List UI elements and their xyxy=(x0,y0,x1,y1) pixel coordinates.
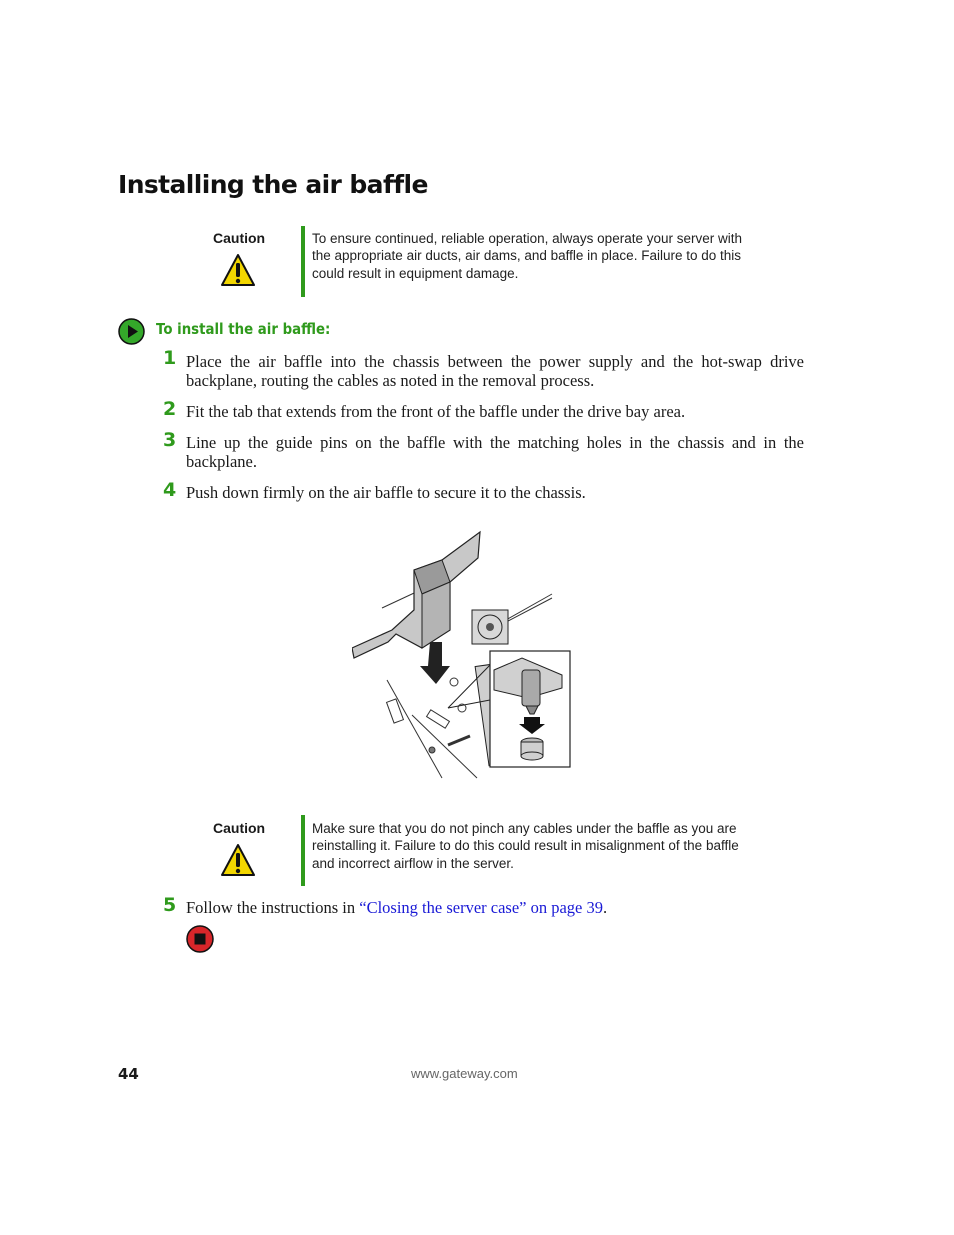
warning-triangle-icon xyxy=(220,253,256,287)
step-text: Push down firmly on the air baffle to secure it to the chassis. xyxy=(186,483,586,502)
step-text: Place the air baffle into the chassis between the power supply and the hot-swap drive backplane, routing the cables as noted in the removal process. xyxy=(186,352,804,390)
step-number: 3 xyxy=(163,429,177,451)
caution-text: To ensure continued, reliable operation, always operate your server with the appropriate air ducts, air dams, and baffle in place. Failure to do this could result in equipment damage. xyxy=(312,231,742,281)
caution-divider xyxy=(301,815,305,886)
air-baffle-illustration xyxy=(352,530,574,780)
footer-url: www.gateway.com xyxy=(411,1066,518,1081)
stop-icon xyxy=(186,925,214,953)
closing-server-case-link[interactable]: “Closing the server case” on page 39 xyxy=(359,898,603,917)
step-text: Line up the guide pins on the baffle with the matching holes in the chassis and in the backplane. xyxy=(186,433,804,471)
warning-triangle-icon xyxy=(220,843,256,877)
caution-label: Caution xyxy=(213,230,266,246)
step-number: 4 xyxy=(163,479,177,501)
caution-label: Caution xyxy=(213,820,266,836)
page-title: Installing the air baffle xyxy=(118,170,428,199)
caution-text: Make sure that you do not pinch any cables under the baffle as you are reinstalling it. Failure to do this could result in misalignment of the baffle and incorrect airflow in the server. xyxy=(312,821,739,871)
play-arrow-icon xyxy=(118,318,145,345)
step-number: 2 xyxy=(163,398,177,420)
step-text-before: Follow the instructions in xyxy=(186,898,360,917)
step-number: 1 xyxy=(163,347,177,369)
step-text-after: . xyxy=(603,898,608,917)
caution-divider xyxy=(301,226,305,297)
step-number: 5 xyxy=(163,894,177,916)
page-number: 44 xyxy=(118,1065,139,1083)
step-text xyxy=(186,898,804,917)
step-text: Fit the tab that extends from the front of the baffle under the drive bay area. xyxy=(186,402,686,421)
procedure-heading: To install the air baffle: xyxy=(156,320,331,338)
